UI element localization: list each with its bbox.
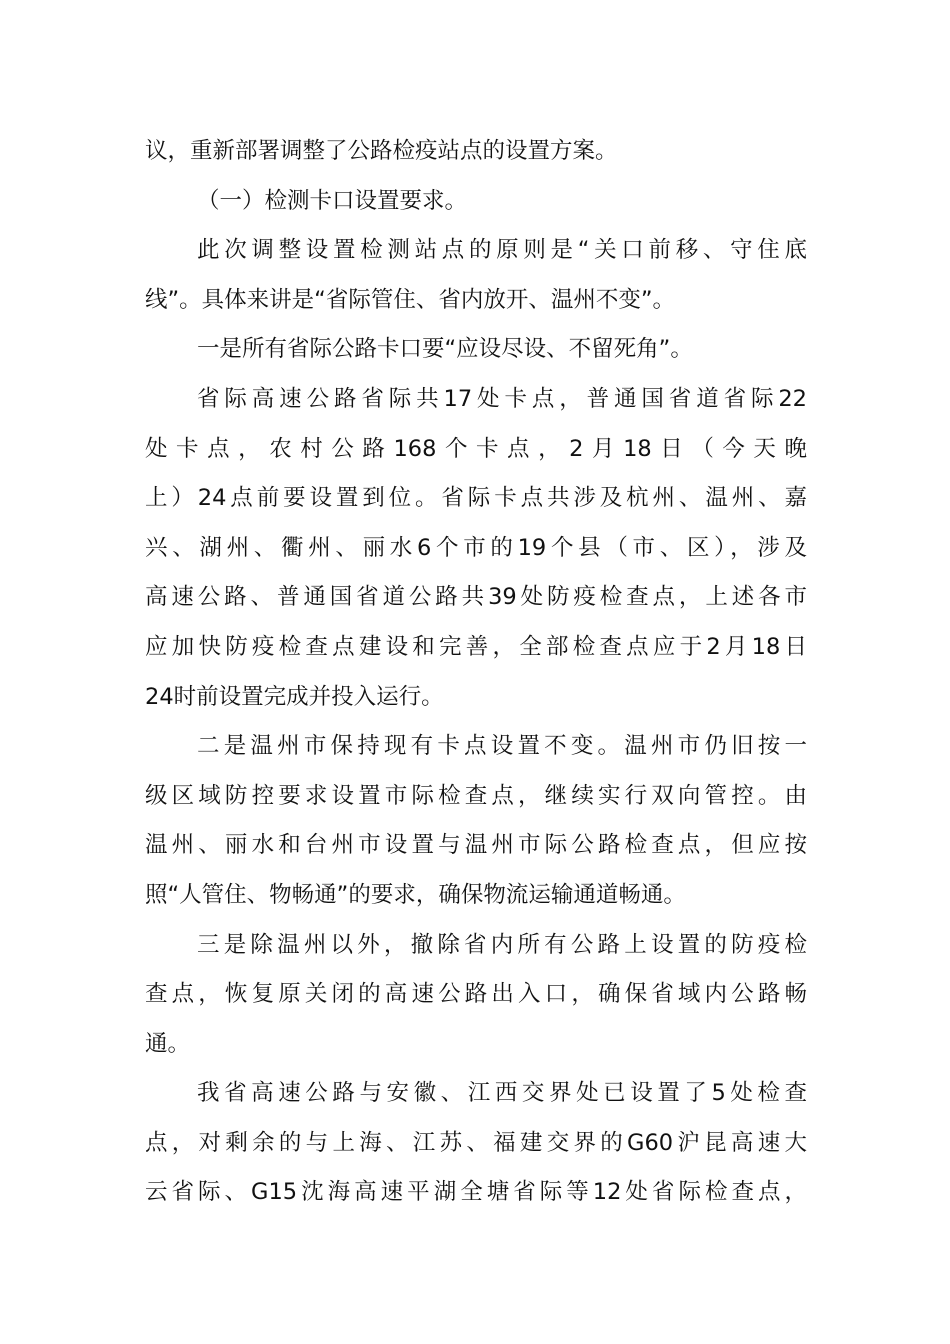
text-line: 应加快防疫检查点建设和完善，全部检查点应于2月18日 bbox=[145, 633, 807, 660]
text-line: 照“人管住、物畅通”的要求，确保物流运输通道畅通。 bbox=[145, 881, 686, 908]
text-line: 通。 bbox=[145, 1030, 191, 1057]
text-line: 我省高速公路与安徽、江西交界处已设置了5处检查 bbox=[197, 1080, 807, 1107]
text-line: 温州、丽水和台州市设置与温州市际公路检查点，但应按 bbox=[145, 832, 807, 859]
text-line: 查点，恢复原关闭的高速公路出入口，确保省域内公路畅 bbox=[145, 981, 807, 1008]
text-line: 云省际、G15沈海高速平湖全塘省际等12处省际检查点， bbox=[145, 1179, 807, 1206]
text-line: 点，对剩余的与上海、江苏、福建交界的G60沪昆高速大 bbox=[145, 1129, 807, 1156]
text-line: 级区域防控要求设置市际检查点，继续实行双向管控。由 bbox=[145, 782, 807, 809]
text-line: 兴、湖州、衢州、丽水6个市的19个县（市、区），涉及 bbox=[145, 534, 807, 561]
text-line: 省际高速公路省际共17处卡点，普通国省道省际22 bbox=[197, 385, 807, 412]
section-heading: （一）检测卡口设置要求。 bbox=[197, 187, 468, 214]
text-line: 二是温州市保持现有卡点设置不变。温州市仍旧按一 bbox=[197, 733, 807, 760]
text-line: 24时前设置完成并投入运行。 bbox=[145, 683, 444, 710]
text-line: 议，重新部署调整了公路检疫站点的设置方案。 bbox=[145, 138, 618, 164]
text-line: 上）24点前要设置到位。省际卡点共涉及杭州、温州、嘉 bbox=[145, 485, 807, 512]
text-line: 高速公路、普通国省道公路共39处防疫检查点，上述各市 bbox=[145, 584, 807, 611]
text-line: 三是除温州以外，撤除省内所有公路上设置的防疫检 bbox=[197, 931, 807, 958]
text-line: 线”。具体来讲是“省际管住、省内放开、温州不变”。 bbox=[145, 286, 675, 313]
body-text bbox=[145, 127, 807, 1218]
text-line: 处卡点，农村公路168个卡点，2月18日（今天晚 bbox=[145, 435, 807, 462]
text-line: 此次调整设置检测站点的原则是“关口前移、守住底 bbox=[197, 237, 807, 264]
text-line: 一是所有省际公路卡口要“应设尽设、不留死角”。 bbox=[197, 336, 693, 363]
